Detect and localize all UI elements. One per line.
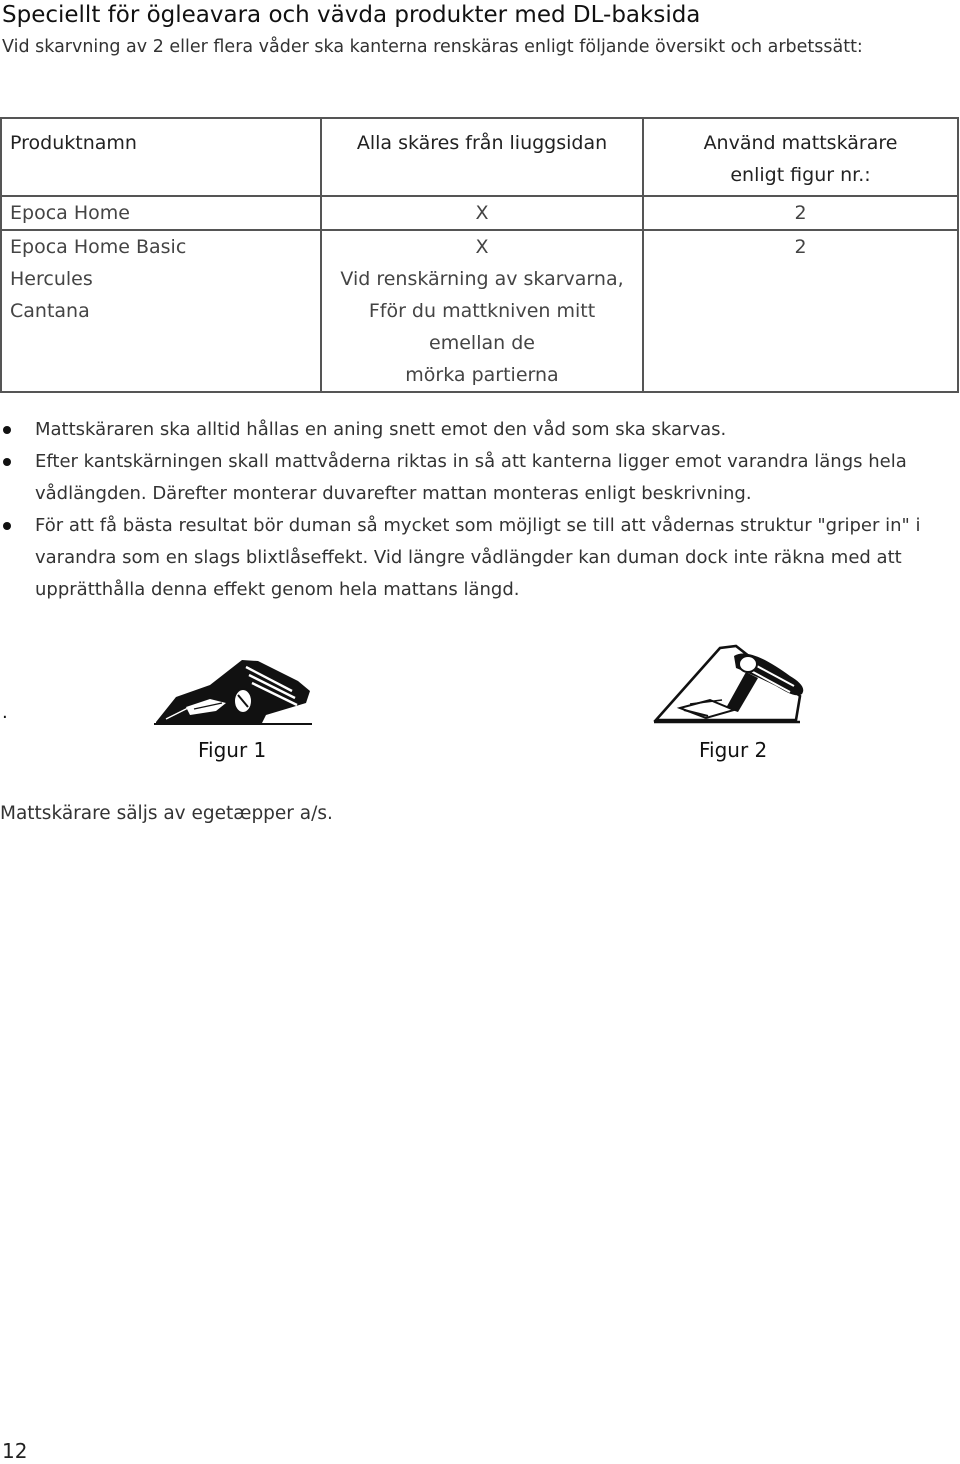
header-product-name: Produktnamn bbox=[1, 118, 321, 196]
table-row bbox=[1, 230, 958, 392]
cut-mark: X bbox=[475, 236, 489, 258]
header-figure-line-2: enligt figur nr.: bbox=[730, 164, 871, 186]
list-item-text: Efter kantskärningen skall mattvåderna riktas in så att kanterna ligger emot varandra längs hela vådlängden. Därefter monterar duvarefter mattan monteras enligt beskrivning. bbox=[35, 451, 907, 504]
product-name: Cantana bbox=[10, 300, 90, 322]
product-name: Epoca Home Basic bbox=[10, 236, 187, 258]
page-subtitle: Vid skarvning av 2 eller flera våder ska kanterna renskäras enligt följande översikt och arbetssätt: bbox=[2, 37, 863, 57]
bullet-icon bbox=[3, 426, 11, 434]
list-item-text: Mattskäraren ska alltid hållas en aning snett emot den våd som ska skarvas. bbox=[35, 419, 727, 440]
cell-product-names bbox=[1, 230, 321, 392]
list-item bbox=[0, 446, 958, 510]
carpet-cutter-icon bbox=[150, 655, 315, 727]
figure-2-caption: Figur 2 bbox=[699, 738, 768, 762]
stray-mark: . bbox=[2, 702, 8, 723]
header-figure-line-1: Använd mattskärare bbox=[703, 132, 898, 154]
page-title: Speciellt för ögleavara och vävda produkter med DL-baksida bbox=[2, 2, 701, 28]
cell-product-name: Epoca Home bbox=[1, 196, 321, 230]
table-row bbox=[1, 196, 958, 230]
cut-instruction-line: Fför du mattkniven mitt emellan de bbox=[368, 300, 596, 354]
header-cut-side: Alla skäres från liuggsidan bbox=[321, 118, 643, 196]
list-item bbox=[0, 510, 958, 606]
carpet-cutter-angled-icon bbox=[650, 640, 815, 728]
supplier-note: Mattskärare säljs av egetæpper a/s. bbox=[0, 803, 333, 824]
cell-cut-side: X bbox=[321, 196, 643, 230]
page-number: 12 bbox=[2, 1439, 28, 1463]
bullet-icon bbox=[3, 522, 11, 530]
product-table bbox=[0, 117, 959, 393]
table-header-row bbox=[1, 118, 958, 196]
instruction-list bbox=[0, 414, 958, 606]
cut-instruction-line: Vid renskärning av skarvarna, bbox=[340, 268, 624, 290]
cell-cut-instructions bbox=[321, 230, 643, 392]
bullet-icon bbox=[3, 458, 11, 466]
cell-figure-number: 2 bbox=[643, 196, 958, 230]
product-name: Hercules bbox=[10, 268, 93, 290]
cell-figure-number: 2 bbox=[643, 230, 958, 392]
cut-instruction-line: mörka partierna bbox=[405, 364, 559, 386]
list-item bbox=[0, 414, 958, 446]
header-figure-number bbox=[643, 118, 958, 196]
list-item-text: För att få bästa resultat bör duman så mycket som möjligt se till att vådernas struktur "griper in" i varandra som en slags blixtlåseffekt. Vid längre vådlängder kan duman dock inte räkna med att upprätthålla denna effekt genom hela mattans längd. bbox=[35, 515, 921, 600]
figure-1-caption: Figur 1 bbox=[198, 738, 267, 762]
